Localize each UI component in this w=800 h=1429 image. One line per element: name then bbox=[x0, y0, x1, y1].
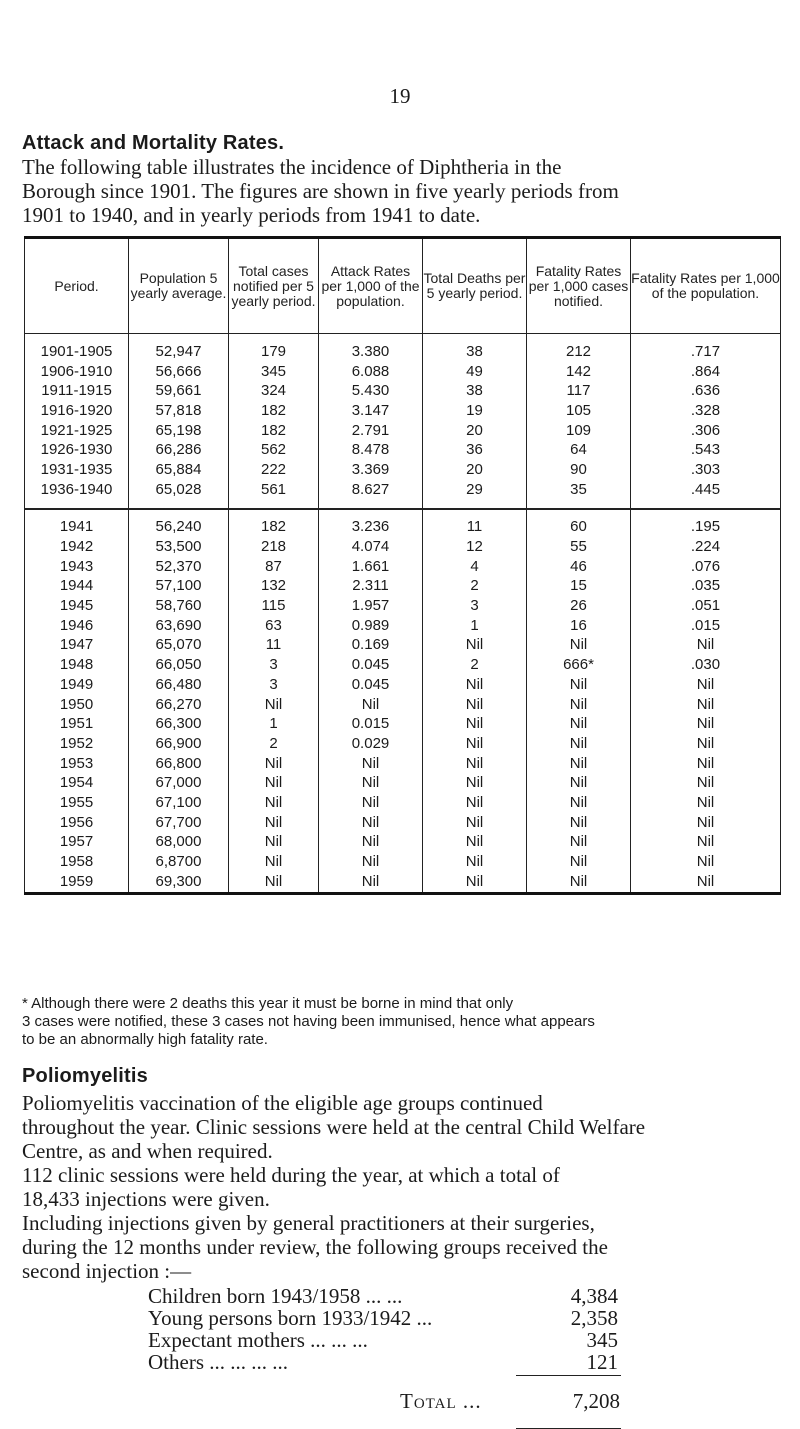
intro-line: Borough since 1901. The figures are shown in five yearly periods from bbox=[22, 179, 619, 203]
cell-total-cases: 562 bbox=[229, 440, 319, 460]
cell-fatality-population: .543 bbox=[631, 440, 781, 460]
table-row bbox=[25, 754, 781, 774]
cell-period: 1958 bbox=[25, 852, 129, 872]
cell-period: 1906-1910 bbox=[25, 362, 129, 382]
cell-attack-rate: 0.029 bbox=[319, 734, 423, 754]
cell-population: 67,100 bbox=[129, 793, 229, 813]
list-item bbox=[148, 1351, 668, 1373]
cell-population: 58,760 bbox=[129, 596, 229, 616]
cell-fatality-population: Nil bbox=[631, 734, 781, 754]
cell-fatality-cases: Nil bbox=[527, 636, 631, 656]
cell-total-deaths: Nil bbox=[423, 754, 527, 774]
cell-attack-rate: Nil bbox=[319, 773, 423, 793]
cell-attack-rate: 4.074 bbox=[319, 537, 423, 557]
cell-period: 1954 bbox=[25, 773, 129, 793]
cell-total-cases: 63 bbox=[229, 616, 319, 636]
cell-fatality-cases: Nil bbox=[527, 675, 631, 695]
cell-fatality-population: .224 bbox=[631, 537, 781, 557]
group-value: 121 bbox=[586, 1350, 618, 1374]
cell-population: 57,100 bbox=[129, 577, 229, 597]
section-heading-attack-mortality: Attack and Mortality Rates. bbox=[22, 132, 285, 154]
cell-attack-rate: 1.957 bbox=[319, 596, 423, 616]
cell-period: 1921-1925 bbox=[25, 421, 129, 441]
cell-fatality-population: .717 bbox=[631, 334, 781, 362]
cell-population: 66,270 bbox=[129, 695, 229, 715]
paragraph-line: 112 clinic sessions were held during the year, at which a total of bbox=[22, 1163, 560, 1187]
cell-total-cases: 182 bbox=[229, 421, 319, 441]
cell-total-cases: 3 bbox=[229, 655, 319, 675]
list-item bbox=[148, 1285, 668, 1307]
cell-fatality-population: .303 bbox=[631, 460, 781, 480]
table-row bbox=[25, 334, 781, 362]
group-value: 345 bbox=[586, 1328, 618, 1352]
cell-population: 66,800 bbox=[129, 754, 229, 774]
footnote-line: to be an abnormally high fatality rate. bbox=[22, 1031, 268, 1048]
cell-attack-rate: 0.045 bbox=[319, 675, 423, 695]
cell-total-deaths: Nil bbox=[423, 773, 527, 793]
cell-total-deaths: 4 bbox=[423, 557, 527, 577]
cell-total-deaths: Nil bbox=[423, 675, 527, 695]
cell-total-cases: 2 bbox=[229, 734, 319, 754]
cell-population: 66,300 bbox=[129, 714, 229, 734]
cell-period: 1936-1940 bbox=[25, 480, 129, 509]
cell-total-deaths: 19 bbox=[423, 401, 527, 421]
paragraph-line: throughout the year. Clinic sessions were held at the central Child Welfare bbox=[22, 1115, 646, 1139]
group-label: Others ... ... ... ... bbox=[148, 1350, 288, 1374]
cell-population: 53,500 bbox=[129, 537, 229, 557]
cell-fatality-cases: Nil bbox=[527, 734, 631, 754]
header-period: Period. bbox=[25, 238, 129, 334]
cell-fatality-population: Nil bbox=[631, 675, 781, 695]
cell-fatality-population: .051 bbox=[631, 596, 781, 616]
total-divider-top bbox=[516, 1375, 621, 1376]
cell-fatality-population: .445 bbox=[631, 480, 781, 509]
cell-period: 1946 bbox=[25, 616, 129, 636]
table-row bbox=[25, 675, 781, 695]
cell-fatality-cases: Nil bbox=[527, 754, 631, 774]
cell-total-deaths: Nil bbox=[423, 636, 527, 656]
injection-groups-list bbox=[148, 1285, 668, 1373]
cell-fatality-population: .195 bbox=[631, 509, 781, 538]
cell-total-deaths: Nil bbox=[423, 734, 527, 754]
cell-fatality-cases: 64 bbox=[527, 440, 631, 460]
cell-total-deaths: 3 bbox=[423, 596, 527, 616]
cell-attack-rate: 6.088 bbox=[319, 362, 423, 382]
cell-population: 66,480 bbox=[129, 675, 229, 695]
header-population: Population 5 yearly average. bbox=[129, 238, 229, 334]
header-total-cases: Total cases notified per 5 yearly period. bbox=[229, 238, 319, 334]
cell-total-deaths: 2 bbox=[423, 577, 527, 597]
table-row bbox=[25, 537, 781, 557]
cell-attack-rate: 0.015 bbox=[319, 714, 423, 734]
polio-paragraph-1 bbox=[22, 1091, 787, 1163]
cell-total-deaths: 20 bbox=[423, 460, 527, 480]
cell-total-deaths: 2 bbox=[423, 655, 527, 675]
cell-fatality-population: Nil bbox=[631, 636, 781, 656]
cell-period: 1953 bbox=[25, 754, 129, 774]
cell-attack-rate: 0.169 bbox=[319, 636, 423, 656]
cell-period: 1950 bbox=[25, 695, 129, 715]
cell-fatality-cases: 212 bbox=[527, 334, 631, 362]
cell-attack-rate: Nil bbox=[319, 872, 423, 893]
cell-fatality-population: .636 bbox=[631, 381, 781, 401]
table-row bbox=[25, 813, 781, 833]
table-row bbox=[25, 381, 781, 401]
cell-population: 52,947 bbox=[129, 334, 229, 362]
cell-attack-rate: 3.369 bbox=[319, 460, 423, 480]
cell-period: 1951 bbox=[25, 714, 129, 734]
cell-fatality-population: Nil bbox=[631, 754, 781, 774]
cell-period: 1926-1930 bbox=[25, 440, 129, 460]
cell-population: 65,198 bbox=[129, 421, 229, 441]
table-row bbox=[25, 421, 781, 441]
cell-period: 1947 bbox=[25, 636, 129, 656]
cell-fatality-cases: Nil bbox=[527, 773, 631, 793]
table-row bbox=[25, 460, 781, 480]
table-row bbox=[25, 833, 781, 853]
paragraph-line: Including injections given by general practitioners at their surgeries, bbox=[22, 1211, 595, 1235]
cell-attack-rate: Nil bbox=[319, 793, 423, 813]
cell-period: 1956 bbox=[25, 813, 129, 833]
group-label: Young persons born 1933/1942 ... bbox=[148, 1306, 433, 1330]
header-fatality-cases: Fatality Rates per 1,000 cases notified. bbox=[527, 238, 631, 334]
group-label: Children born 1943/1958 ... ... bbox=[148, 1284, 403, 1308]
cell-fatality-cases: 90 bbox=[527, 460, 631, 480]
cell-attack-rate: 3.147 bbox=[319, 401, 423, 421]
diphtheria-rates-table bbox=[24, 236, 781, 895]
section-heading-poliomyelitis: Poliomyelitis bbox=[22, 1065, 148, 1087]
cell-population: 6,8700 bbox=[129, 852, 229, 872]
paragraph-line: 18,433 injections were given. bbox=[22, 1187, 270, 1211]
cell-attack-rate: 0.989 bbox=[319, 616, 423, 636]
cell-fatality-cases: 117 bbox=[527, 381, 631, 401]
group-value: 4,384 bbox=[570, 1284, 618, 1308]
cell-fatality-population: Nil bbox=[631, 872, 781, 893]
group-label: Expectant mothers ... ... ... bbox=[148, 1328, 368, 1352]
cell-total-cases: 179 bbox=[229, 334, 319, 362]
cell-fatality-cases: Nil bbox=[527, 872, 631, 893]
cell-period: 1916-1920 bbox=[25, 401, 129, 421]
cell-fatality-population: .015 bbox=[631, 616, 781, 636]
cell-fatality-population: .328 bbox=[631, 401, 781, 421]
cell-population: 59,661 bbox=[129, 381, 229, 401]
cell-fatality-cases: Nil bbox=[527, 833, 631, 853]
cell-attack-rate: 3.236 bbox=[319, 509, 423, 538]
paragraph-line: during the 12 months under review, the following groups received the bbox=[22, 1235, 608, 1259]
cell-period: 1949 bbox=[25, 675, 129, 695]
table-row bbox=[25, 714, 781, 734]
cell-total-cases: 132 bbox=[229, 577, 319, 597]
cell-fatality-population: Nil bbox=[631, 813, 781, 833]
cell-population: 56,240 bbox=[129, 509, 229, 538]
cell-fatality-cases: 55 bbox=[527, 537, 631, 557]
cell-total-deaths: 20 bbox=[423, 421, 527, 441]
cell-fatality-cases: Nil bbox=[527, 695, 631, 715]
header-fatality-population: Fatality Rates per 1,000 of the population. bbox=[631, 238, 781, 334]
cell-total-cases: 11 bbox=[229, 636, 319, 656]
cell-total-deaths: 12 bbox=[423, 537, 527, 557]
group-value: 2,358 bbox=[570, 1306, 618, 1330]
list-item bbox=[148, 1307, 668, 1329]
cell-population: 65,884 bbox=[129, 460, 229, 480]
table-row bbox=[25, 557, 781, 577]
cell-attack-rate: 8.478 bbox=[319, 440, 423, 460]
cell-period: 1957 bbox=[25, 833, 129, 853]
cell-attack-rate: Nil bbox=[319, 852, 423, 872]
cell-total-deaths: 11 bbox=[423, 509, 527, 538]
table-row bbox=[25, 577, 781, 597]
cell-attack-rate: 1.661 bbox=[319, 557, 423, 577]
table-row bbox=[25, 616, 781, 636]
table-row bbox=[25, 509, 781, 538]
intro-line: 1901 to 1940, and in yearly periods from 1941 to date. bbox=[22, 203, 481, 227]
cell-total-deaths: Nil bbox=[423, 813, 527, 833]
paragraph-line: Centre, as and when required. bbox=[22, 1139, 273, 1163]
cell-total-cases: 222 bbox=[229, 460, 319, 480]
cell-fatality-cases: Nil bbox=[527, 813, 631, 833]
cell-attack-rate: Nil bbox=[319, 813, 423, 833]
cell-fatality-cases: 142 bbox=[527, 362, 631, 382]
cell-attack-rate: Nil bbox=[319, 833, 423, 853]
cell-period: 1942 bbox=[25, 537, 129, 557]
cell-population: 67,000 bbox=[129, 773, 229, 793]
cell-period: 1948 bbox=[25, 655, 129, 675]
table-row bbox=[25, 872, 781, 893]
cell-fatality-population: Nil bbox=[631, 793, 781, 813]
polio-paragraph-2 bbox=[22, 1163, 787, 1211]
cell-total-cases: Nil bbox=[229, 813, 319, 833]
cell-total-cases: Nil bbox=[229, 695, 319, 715]
cell-fatality-cases: Nil bbox=[527, 852, 631, 872]
table-row bbox=[25, 362, 781, 382]
cell-fatality-population: .035 bbox=[631, 577, 781, 597]
cell-fatality-population: Nil bbox=[631, 852, 781, 872]
table-row bbox=[25, 480, 781, 509]
cell-period: 1943 bbox=[25, 557, 129, 577]
cell-total-deaths: 36 bbox=[423, 440, 527, 460]
cell-total-cases: 218 bbox=[229, 537, 319, 557]
cell-total-deaths: Nil bbox=[423, 852, 527, 872]
cell-attack-rate: 5.430 bbox=[319, 381, 423, 401]
cell-fatality-cases: 15 bbox=[527, 577, 631, 597]
cell-total-deaths: 38 bbox=[423, 334, 527, 362]
cell-fatality-cases: 666* bbox=[527, 655, 631, 675]
cell-population: 63,690 bbox=[129, 616, 229, 636]
cell-total-cases: 87 bbox=[229, 557, 319, 577]
intro-paragraph bbox=[22, 155, 787, 227]
cell-fatality-cases: 16 bbox=[527, 616, 631, 636]
table-row bbox=[25, 793, 781, 813]
cell-population: 67,700 bbox=[129, 813, 229, 833]
cell-population: 56,666 bbox=[129, 362, 229, 382]
cell-fatality-cases: 35 bbox=[527, 480, 631, 509]
cell-population: 66,900 bbox=[129, 734, 229, 754]
cell-attack-rate: Nil bbox=[319, 754, 423, 774]
cell-population: 65,028 bbox=[129, 480, 229, 509]
cell-fatality-cases: Nil bbox=[527, 714, 631, 734]
cell-fatality-cases: 109 bbox=[527, 421, 631, 441]
cell-total-cases: Nil bbox=[229, 833, 319, 853]
cell-total-cases: 115 bbox=[229, 596, 319, 616]
intro-line: The following table illustrates the incidence of Diphtheria in the bbox=[22, 155, 562, 179]
header-total-deaths: Total Deaths per 5 yearly period. bbox=[423, 238, 527, 334]
table-row bbox=[25, 852, 781, 872]
cell-attack-rate: 2.311 bbox=[319, 577, 423, 597]
cell-total-cases: Nil bbox=[229, 754, 319, 774]
cell-period: 1944 bbox=[25, 577, 129, 597]
cell-population: 68,000 bbox=[129, 833, 229, 853]
table-header-row bbox=[25, 238, 781, 334]
cell-total-deaths: 49 bbox=[423, 362, 527, 382]
cell-period: 1945 bbox=[25, 596, 129, 616]
paragraph-line: Poliomyelitis vaccination of the eligible age groups continued bbox=[22, 1091, 543, 1115]
cell-total-cases: Nil bbox=[229, 852, 319, 872]
cell-total-cases: 345 bbox=[229, 362, 319, 382]
injection-total bbox=[400, 1389, 620, 1414]
cell-total-cases: Nil bbox=[229, 773, 319, 793]
cell-fatality-cases: 60 bbox=[527, 509, 631, 538]
cell-total-deaths: Nil bbox=[423, 833, 527, 853]
cell-fatality-population: .030 bbox=[631, 655, 781, 675]
cell-fatality-population: Nil bbox=[631, 833, 781, 853]
cell-total-deaths: 29 bbox=[423, 480, 527, 509]
cell-fatality-population: .306 bbox=[631, 421, 781, 441]
cell-attack-rate: 2.791 bbox=[319, 421, 423, 441]
table-row bbox=[25, 734, 781, 754]
cell-total-deaths: Nil bbox=[423, 695, 527, 715]
cell-attack-rate: Nil bbox=[319, 695, 423, 715]
cell-fatality-population: Nil bbox=[631, 714, 781, 734]
cell-period: 1911-1915 bbox=[25, 381, 129, 401]
table-row bbox=[25, 596, 781, 616]
cell-total-cases: 1 bbox=[229, 714, 319, 734]
total-value: 7,208 bbox=[572, 1389, 620, 1413]
cell-population: 66,286 bbox=[129, 440, 229, 460]
cell-population: 52,370 bbox=[129, 557, 229, 577]
cell-total-cases: 182 bbox=[229, 401, 319, 421]
table-row bbox=[25, 773, 781, 793]
total-label: Total ... bbox=[400, 1389, 482, 1413]
cell-fatality-cases: 105 bbox=[527, 401, 631, 421]
table-row bbox=[25, 440, 781, 460]
cell-period: 1959 bbox=[25, 872, 129, 893]
cell-total-cases: 324 bbox=[229, 381, 319, 401]
cell-total-cases: Nil bbox=[229, 872, 319, 893]
cell-fatality-cases: 26 bbox=[527, 596, 631, 616]
footnote-line: * Although there were 2 deaths this year it must be borne in mind that only bbox=[22, 995, 514, 1012]
cell-period: 1952 bbox=[25, 734, 129, 754]
cell-total-deaths: Nil bbox=[423, 793, 527, 813]
cell-period: 1955 bbox=[25, 793, 129, 813]
cell-period: 1941 bbox=[25, 509, 129, 538]
cell-population: 66,050 bbox=[129, 655, 229, 675]
table-row bbox=[25, 636, 781, 656]
page-number: 19 bbox=[389, 84, 411, 108]
cell-total-deaths: Nil bbox=[423, 714, 527, 734]
polio-paragraph-3 bbox=[22, 1211, 787, 1283]
table-row bbox=[25, 401, 781, 421]
cell-attack-rate: 3.380 bbox=[319, 334, 423, 362]
cell-attack-rate: 0.045 bbox=[319, 655, 423, 675]
cell-period: 1901-1905 bbox=[25, 334, 129, 362]
cell-total-deaths: 1 bbox=[423, 616, 527, 636]
footnote bbox=[22, 995, 786, 1049]
cell-population: 57,818 bbox=[129, 401, 229, 421]
cell-fatality-population: Nil bbox=[631, 695, 781, 715]
cell-total-cases: 182 bbox=[229, 509, 319, 538]
cell-fatality-cases: Nil bbox=[527, 793, 631, 813]
cell-total-deaths: 38 bbox=[423, 381, 527, 401]
footnote-line: 3 cases were notified, these 3 cases not having been immunised, hence what appears bbox=[22, 1013, 595, 1030]
cell-fatality-population: .864 bbox=[631, 362, 781, 382]
cell-fatality-population: Nil bbox=[631, 773, 781, 793]
cell-attack-rate: 8.627 bbox=[319, 480, 423, 509]
paragraph-line: second injection :— bbox=[22, 1259, 192, 1283]
table-row bbox=[25, 655, 781, 675]
cell-total-deaths: Nil bbox=[423, 872, 527, 893]
table-body bbox=[25, 334, 781, 894]
cell-population: 69,300 bbox=[129, 872, 229, 893]
cell-total-cases: 3 bbox=[229, 675, 319, 695]
cell-fatality-cases: 46 bbox=[527, 557, 631, 577]
list-item bbox=[148, 1329, 668, 1351]
cell-total-cases: 561 bbox=[229, 480, 319, 509]
header-attack-rates: Attack Rates per 1,000 of the population. bbox=[319, 238, 423, 334]
cell-period: 1931-1935 bbox=[25, 460, 129, 480]
cell-fatality-population: .076 bbox=[631, 557, 781, 577]
cell-total-cases: Nil bbox=[229, 793, 319, 813]
cell-population: 65,070 bbox=[129, 636, 229, 656]
table-row bbox=[25, 695, 781, 715]
